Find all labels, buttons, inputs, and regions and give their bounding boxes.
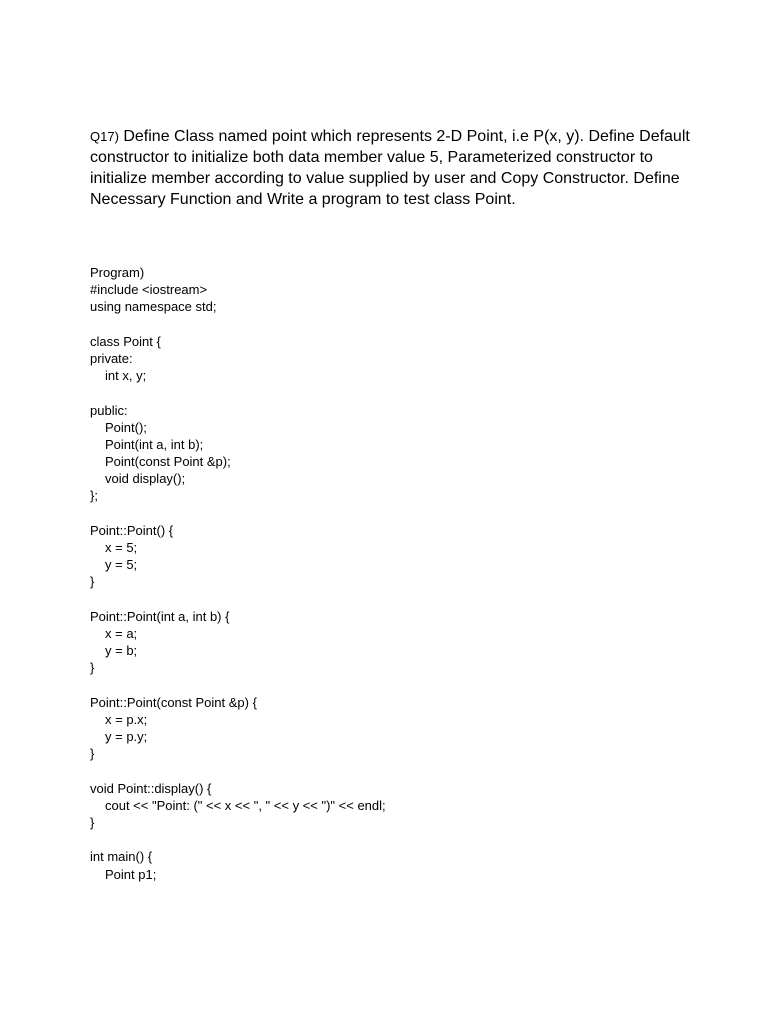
code-line: y = 5;	[105, 557, 138, 573]
code-line: y = b;	[105, 643, 138, 659]
code-line: cout << "Point: (" << x << ", " << y << ")" << endl;	[105, 797, 386, 813]
code-line: y = p.y;	[105, 729, 148, 745]
code-line: void Point::display() {	[90, 780, 212, 796]
code-line: }	[90, 660, 95, 676]
code-line	[90, 677, 690, 694]
question-body: Define Class named point which represents 2-D Point, i.e P(x, y). Define Default constructor to initialize both data member value 5, Parameterized constructor to initialize member according to value supplied by user and Copy Constructor. Define Necessary Function and Write a program to test class Point.	[90, 128, 690, 208]
code-line: int main() {	[90, 849, 153, 865]
code-line	[90, 505, 690, 522]
code-line: void display();	[105, 471, 186, 487]
code-line: #include <iostream>	[90, 282, 208, 298]
question-text	[90, 126, 690, 210]
code-line: };	[90, 488, 98, 504]
code-line	[90, 762, 690, 779]
code-line: }	[90, 746, 95, 762]
code-line: }	[90, 574, 95, 590]
code-lines	[90, 281, 690, 883]
code-line: Point p1;	[105, 866, 157, 882]
code-line: Point::Point(const Point &p) {	[90, 694, 257, 710]
code-line: Point();	[105, 419, 147, 435]
code-line: private:	[90, 350, 133, 366]
code-line: Point::Point() {	[90, 522, 174, 538]
code-line: using namespace std;	[90, 299, 217, 315]
code-line: int x, y;	[105, 368, 147, 384]
code-line	[90, 591, 690, 608]
code-line: x = a;	[105, 625, 138, 641]
question-number: Q17)	[90, 129, 119, 144]
code-line: x = 5;	[105, 540, 138, 555]
code-line: Point(const Point &p);	[105, 454, 231, 470]
code-line: }	[90, 815, 95, 830]
code-line	[90, 831, 690, 848]
code-line	[90, 316, 690, 333]
code-line	[90, 384, 690, 401]
code-line: class Point {	[90, 333, 161, 349]
program-code-block	[90, 264, 690, 883]
code-line: x = p.x;	[105, 711, 148, 727]
code-line: public:	[90, 402, 128, 418]
code-line: Point(int a, int b);	[105, 436, 204, 452]
program-label: Program)	[90, 265, 145, 280]
code-line: Point::Point(int a, int b) {	[90, 608, 230, 624]
